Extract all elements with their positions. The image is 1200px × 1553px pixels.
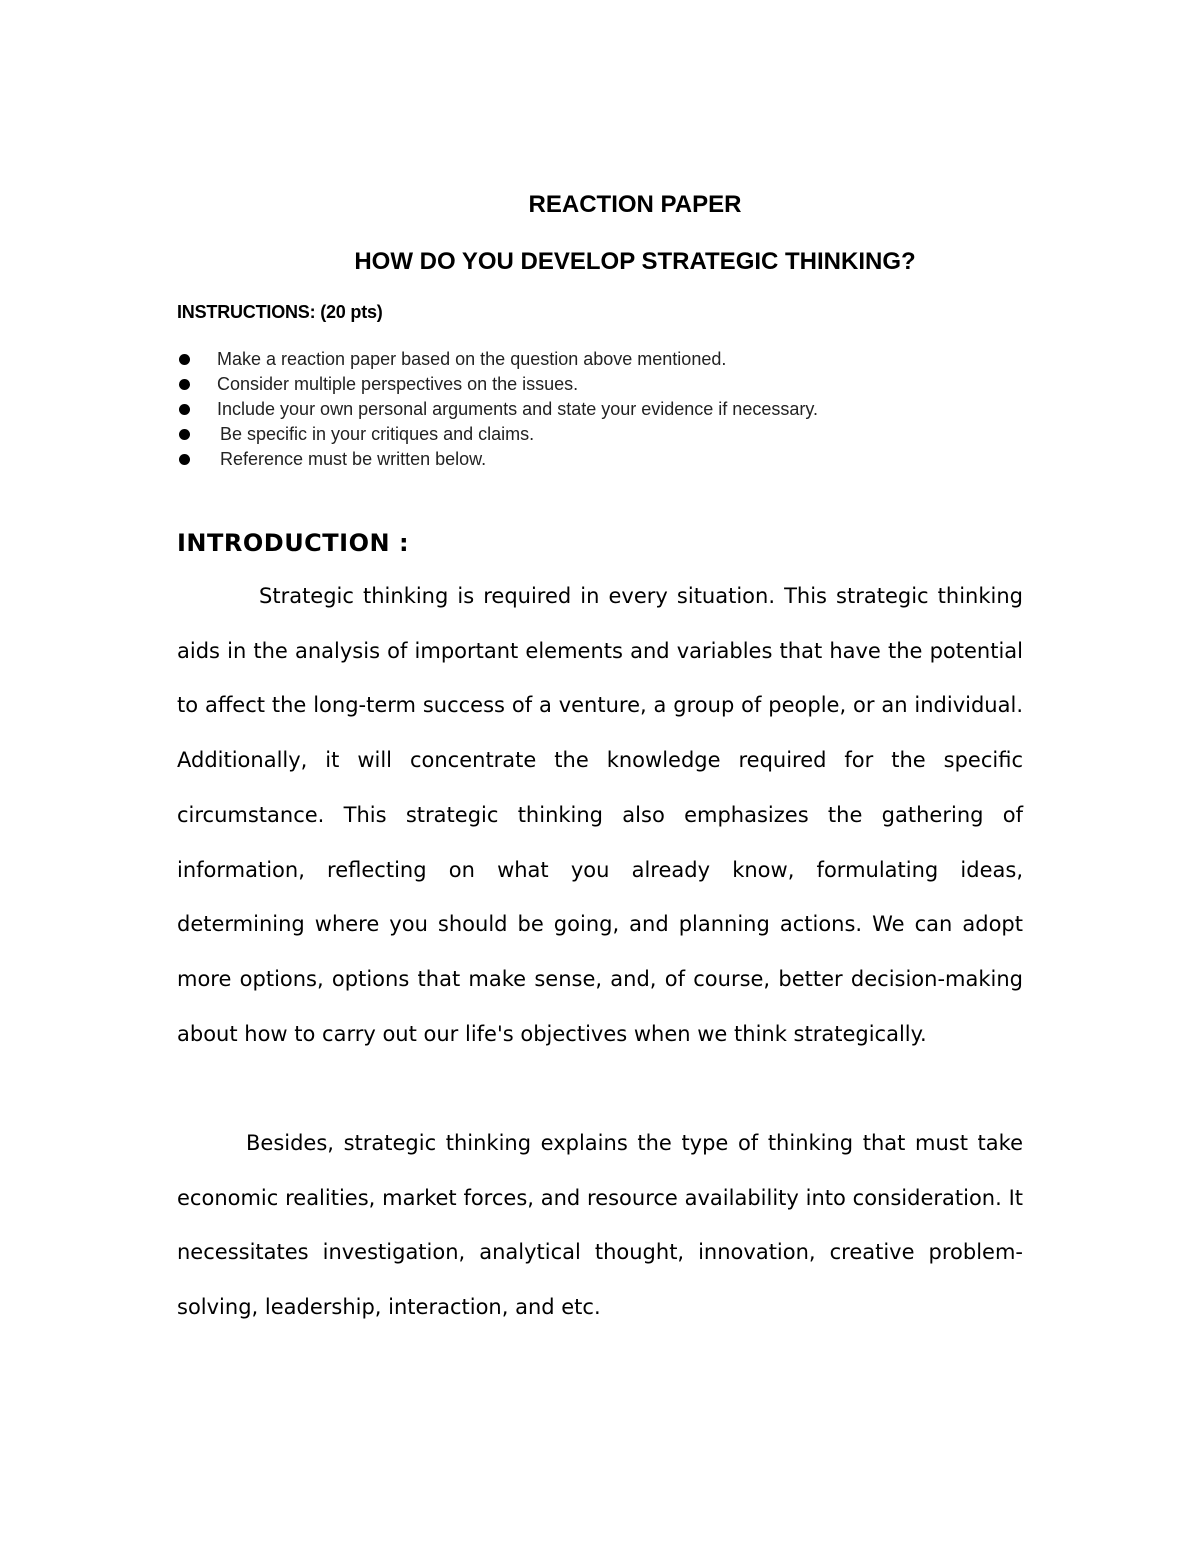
bullet-icon xyxy=(179,354,190,365)
document-title: REACTION PAPER xyxy=(528,191,742,218)
instructions-label: INSTRUCTIONS: (20 pts) xyxy=(177,302,383,322)
bullet-icon xyxy=(179,404,190,415)
bullet-icon xyxy=(179,454,190,465)
instruction-text: Be specific in your critiques and claims. xyxy=(220,424,535,444)
body-paragraph: Strategic thinking is required in every situation. This strategic thinking aids in the analysis of important elements and variables that have the potential to affect the long-term success of a venture, a group of people, or an individual. Additionally, it will concentrate the knowledge required for the specific circumstance. This strategic thinking also emphasizes the gathering of information, reflecting on what you already know, formulating ideas, determining where you should be going, and planning actions. We can adopt more options, options that make sense, and, of course, better decision-making about how to carry out our life's objectives when we think strategically. xyxy=(177,584,1023,1046)
bullet-icon xyxy=(179,379,190,390)
introduction-heading: INTRODUCTION : xyxy=(177,529,410,557)
instruction-text: Make a reaction paper based on the question above mentioned. xyxy=(217,349,727,369)
instruction-text: Reference must be written below. xyxy=(220,449,487,469)
instruction-text: Include your own personal arguments and state your evidence if necessary. xyxy=(217,399,819,419)
instruction-text: Consider multiple perspectives on the issues. xyxy=(217,374,579,394)
body-paragraph: Besides, strategic thinking explains the type of thinking that must take economic realities, market forces, and resource availability into consideration. It necessitates investigation, analytical thought, innovation, creative problem-solving, leadership, interaction, and etc. xyxy=(177,1131,1023,1320)
document-subtitle: HOW DO YOU DEVELOP STRATEGIC THINKING? xyxy=(354,248,916,275)
bullet-icon xyxy=(179,429,190,440)
